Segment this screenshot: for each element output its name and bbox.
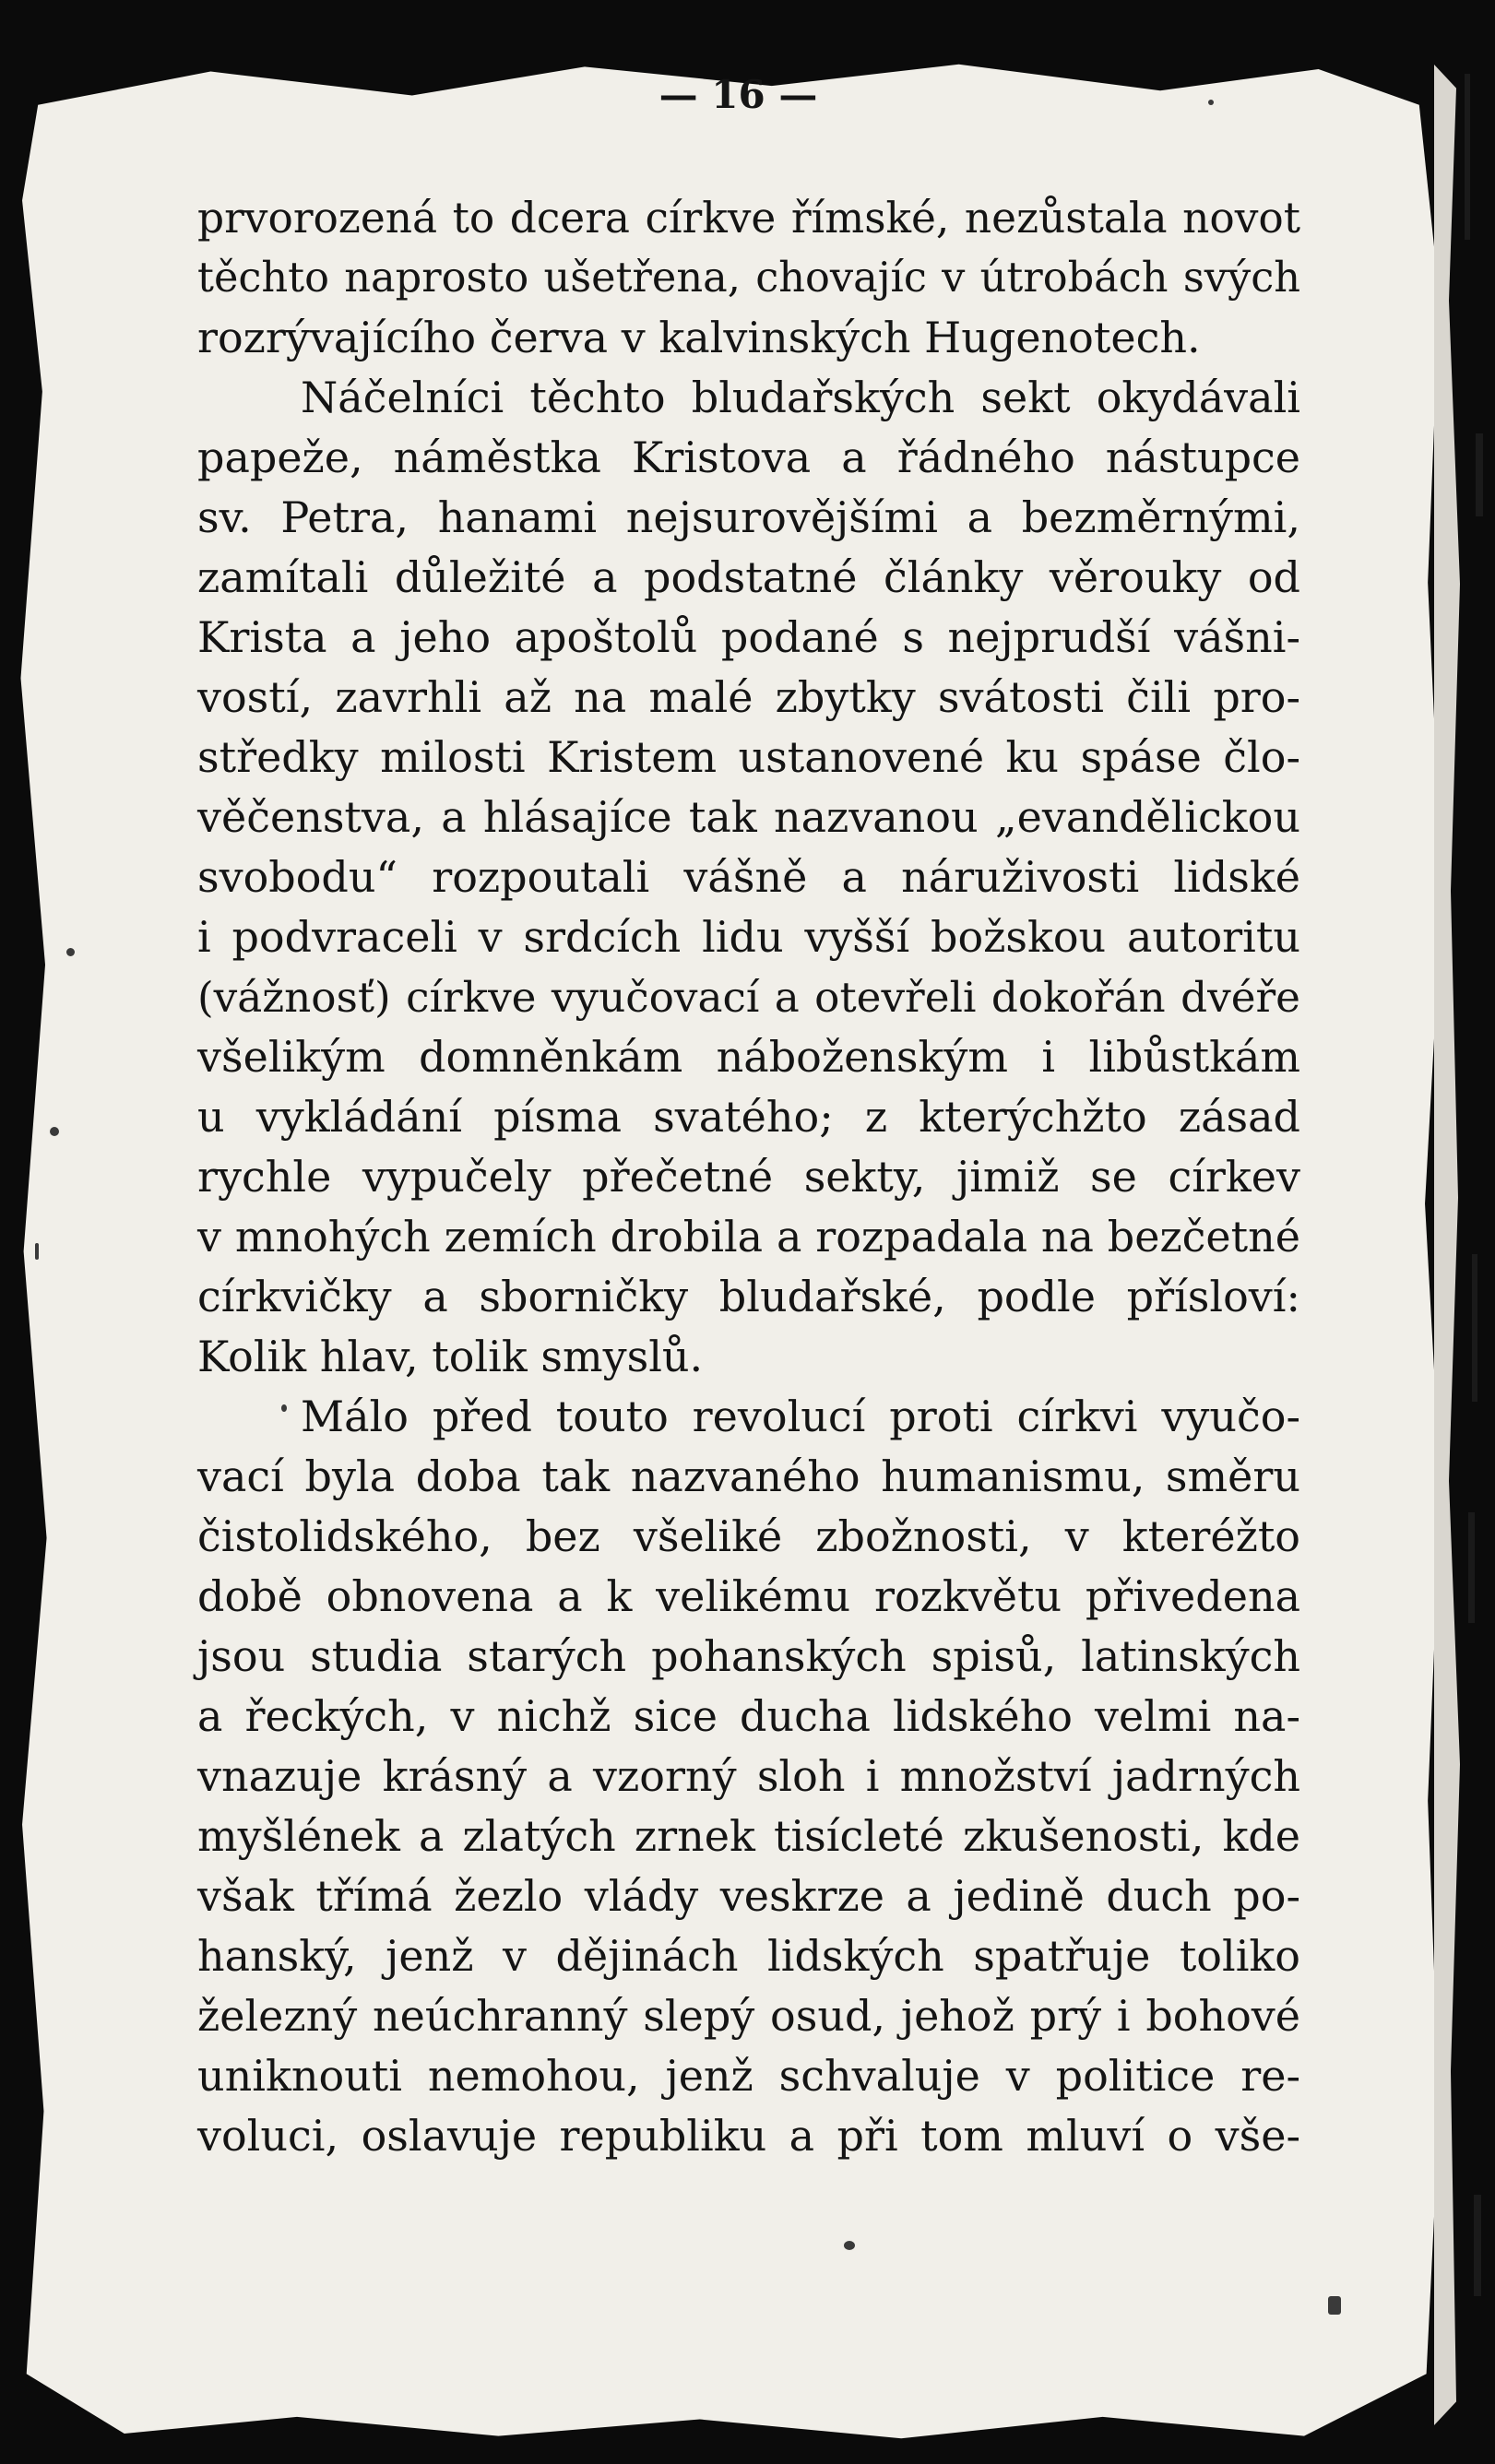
text-line: i podvraceli v srdcích lidu vyšší božskou autoritu <box>197 912 1300 962</box>
text-line: Kolik hlav, tolik smyslů. <box>197 1332 704 1381</box>
text-line: církvičky a sborničky bludařské, podle přísloví: <box>197 1272 1300 1321</box>
text-line: myšlének a zlatých zrnek tisícleté zkušenosti, kde <box>197 1811 1300 1861</box>
text-line: svobodu“ rozpoutali vášně a náruživosti lidské <box>197 852 1300 902</box>
page-number: — 16 — <box>659 72 818 117</box>
text-line: sv. Petra, hanami nejsurovějšími a bezměrnými, <box>197 492 1300 542</box>
edge-mark <box>1474 2195 1481 2296</box>
text-line: vostí, zavrhli až na malé zbytky svátosti čili pro- <box>197 672 1300 722</box>
text-line: době obnovena a k velikému rozkvětu přivedena <box>197 1571 1300 1621</box>
text-line: zamítali důležité a podstatné články věrouky od <box>197 552 1300 602</box>
text-line: u vykládání písma svatého; z kterýchžto zásad <box>197 1092 1300 1142</box>
text-line: prvorozená to dcera církve římské, nezůstala novot <box>197 194 1300 243</box>
text-line: rychle vypučely přečetné sekty, jimiž se církev <box>197 1152 1300 1202</box>
text-line: Málo před touto revolucí proti církvi vyučo- <box>301 1392 1300 1441</box>
text-line: hanský, jenž v dějinách lidských spatřuje toliko <box>197 1931 1300 1981</box>
text-line: (vážnosť) církve vyučovací a otevřeli dokořán dvéře <box>197 973 1300 1022</box>
text-line: čistolidského, bez všeliké zbožnosti, v kteréžto <box>197 1511 1300 1561</box>
speck <box>50 1127 59 1136</box>
body-text <box>197 188 1300 2166</box>
speck <box>66 948 75 956</box>
edge-mark <box>1468 1512 1475 1623</box>
speck <box>1328 2296 1341 2315</box>
text-line: v mnohých zemích drobila a rozpadala na bezčetné <box>197 1212 1300 1262</box>
speck <box>844 2241 855 2250</box>
page-edge <box>1434 65 1471 2425</box>
speck <box>35 1243 39 1260</box>
text-line: všelikým domněnkám náboženským i libůstkám <box>197 1032 1300 1082</box>
text-line: Náčelníci těchto bludařských sekt okydávali <box>301 373 1300 422</box>
text-line: věčenstva, a hlásajíce tak nazvanou „evandělickou <box>197 792 1300 842</box>
text-line: a řeckých, v nichž sice ducha lidského velmi na- <box>197 1691 1300 1741</box>
text-line: vací byla doba tak nazvaného humanismu, směru <box>197 1451 1300 1501</box>
text-line: železný neúchranný slepý osud, jehož prý i bohové <box>197 1991 1300 2041</box>
text-line: však třímá žezlo vlády veskrze a jedině duch po- <box>197 1871 1300 1921</box>
edge-mark <box>1476 433 1483 516</box>
text-line: těchto naprosto ušetřena, chovajíc v útrobách svých <box>197 254 1300 302</box>
text-line: vnazuje krásný a vzorný sloh i množství jadrných <box>197 1751 1300 1801</box>
text-line: rozrývajícího červa v kalvinských Hugenotech. <box>197 313 1201 362</box>
edge-mark <box>1472 1254 1477 1402</box>
text-line: jsou studia starých pohanských spisů, latinských <box>197 1631 1300 1681</box>
text-line: středky milosti Kristem ustanovené ku spáse člo- <box>197 732 1300 782</box>
text-line: voluci, oslavuje republiku a při tom mluví o vše- <box>197 2111 1300 2161</box>
text-line: Krista a jeho apoštolů podané s nejprudší vášni- <box>197 612 1300 662</box>
text-line: papeže, náměstka Kristova a řádného nástupce <box>197 432 1300 482</box>
text-line: uniknouti nemohou, jenž schvaluje v politice re- <box>197 2051 1300 2101</box>
